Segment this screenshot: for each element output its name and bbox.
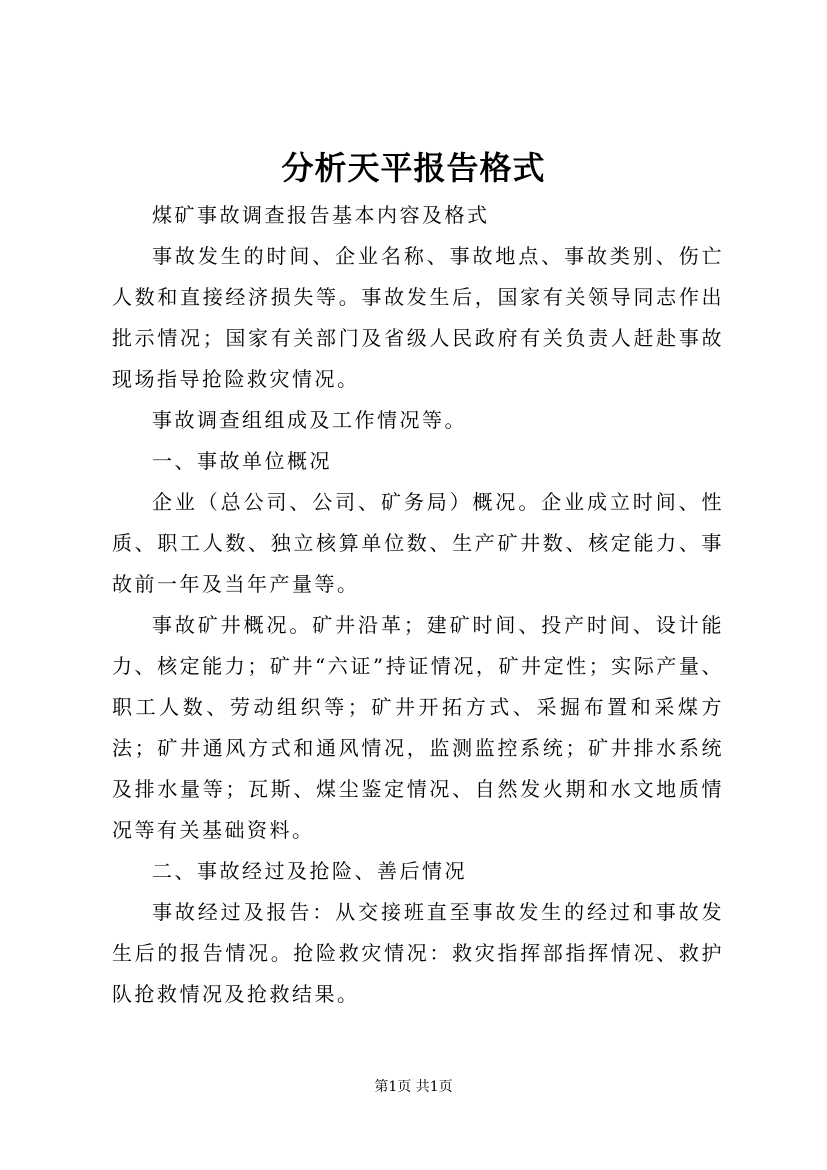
page-title: 分析天平报告格式 <box>281 149 546 187</box>
paragraph-mine-overview: 事故矿井概况。矿井沿革；建矿时间、投产时间、设计能力、核定能力；矿井“六证”持证情况，矿井定性；实际产量、职工人数、劳动组织等；矿井开拓方式、采掘布置和采煤方法；矿井通风方式和通风情况，监测监控系统；矿井排水系统及排水量等；瓦斯、煤尘鉴定情况、自然发火期和水文地质情况等有关基础资料。 <box>112 613 724 842</box>
paragraph-subtitle: 煤矿事故调查报告基本内容及格式 <box>152 203 490 227</box>
paragraph-accident-process: 事故经过及报告：从交接班直至事故发生的经过和事故发生后的报告情况。抢险救灾情况：救灾指挥部指挥情况、救护队抢救情况及抢救结果。 <box>112 900 724 1006</box>
paragraph-accident-overview: 事故发生的时间、企业名称、事故地点、事故类别、伤亡人数和直接经济损失等。事故发生后，国家有关领导同志作出批示情况；国家有关部门及省级人民政府有关负责人赶赴事故现场指导抢险救灾情况。 <box>112 244 724 391</box>
paragraph-enterprise-overview: 企业（总公司、公司、矿务局）概况。企业成立时间、性质、职工人数、独立核算单位数、生产矿井数、核定能力、事故前一年及当年产量等。 <box>112 490 724 596</box>
page-footer: 第1页 共1页 <box>374 1079 453 1095</box>
section-heading-unit-overview: 一、事故单位概况 <box>152 449 332 473</box>
paragraph-investigation-team: 事故调查组组成及工作情况等。 <box>152 408 467 432</box>
document-body <box>112 195 724 1015</box>
section-heading-accident-process: 二、事故经过及抢险、善后情况 <box>152 859 467 883</box>
